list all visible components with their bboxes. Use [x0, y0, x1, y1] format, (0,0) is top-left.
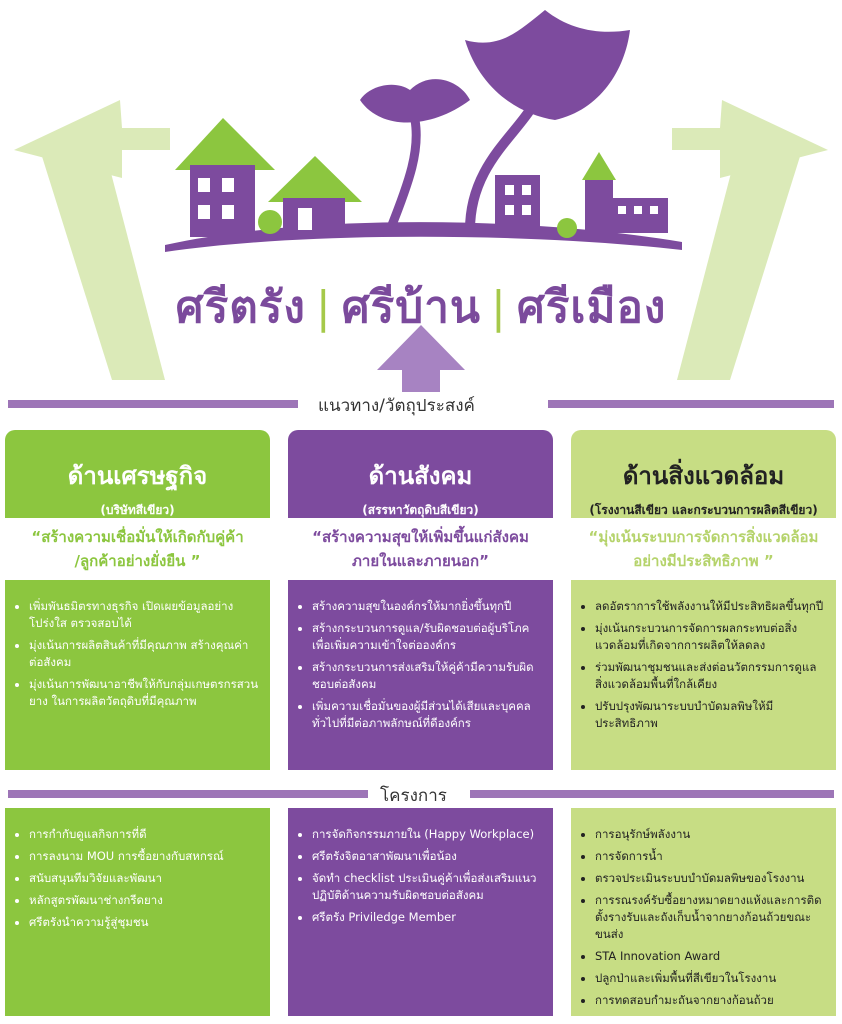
list-item: • สร้างกระบวนการส่งเสริมให้คู่ค้ามีความรับผิดชอบต่อสังคม — [312, 659, 543, 693]
list-item: • ปรับปรุงพัฒนาระบบบำบัดมลพิษให้มีประสิทธิภาพ — [595, 698, 826, 732]
list-item: • เพิ่มพันธมิตรทางธุรกิจ เปิดเผยข้อมูลอย่างโปร่งใส ตรวจสอบได้ — [29, 598, 260, 632]
social-quote — [288, 525, 553, 573]
title-part-2: ศรีบ้าน — [341, 282, 482, 333]
economic-objectives — [5, 580, 270, 770]
title-part-3: ศรีเมือง — [516, 282, 667, 333]
environment-objectives — [571, 580, 836, 770]
list-item: • สนับสนุนทีมวิจัยและพัฒนา — [29, 870, 260, 887]
environment-quote-line-2: อย่างมีประสิทธิภาพ ” — [633, 552, 774, 570]
social-title: ด้านสังคม — [368, 462, 473, 490]
list-item: • ปลูกป่าและเพิ่มพื้นที่สีเขียวในโรงงาน — [595, 970, 826, 987]
list-item: • ตรวจประเมินระบบบำบัดมลพิษของโรงงาน — [595, 870, 826, 887]
projects-bar-right — [470, 790, 834, 798]
list-item: • สร้างกระบวนการดูแล/รับผิดชอบต่อผู้บริโภคเพื่อเพิ่มความเข้าใจต่อองค์กร — [312, 620, 543, 654]
environment-projects — [571, 808, 836, 1016]
list-item: • การอนุรักษ์พลังงาน — [595, 826, 826, 843]
objectives-label: แนวทาง/วัตถุประสงค์ — [312, 392, 481, 419]
list-item: • เพิ่มความเชื่อมั่นของผู้มีส่วนได้เสียและบุคคลทั่วไปที่มีต่อภาพลักษณ์ที่ดีองค์กร — [312, 698, 543, 732]
objectives-bar-left — [8, 400, 298, 408]
social-objectives — [288, 580, 553, 770]
list-item: • การกำกับดูแลกิจการที่ดี — [29, 826, 260, 843]
environment-title: ด้านสิ่งแวดล้อม — [622, 462, 785, 490]
economic-quote — [5, 525, 270, 573]
title-part-1: ศรีตรัง — [175, 282, 306, 333]
list-item: • STA Innovation Award — [595, 948, 826, 965]
economic-subtitle: (บริษัทสีเขียว) — [100, 503, 175, 517]
economic-quote-line-1: “สร้างความเชื่อมั่นให้เกิดกับคู่ค้า — [31, 528, 244, 546]
title-separator-1: | — [315, 282, 332, 333]
title-separator-2: | — [491, 282, 507, 333]
environment-quote — [571, 525, 836, 573]
list-item: • ลดอัตราการใช้พลังงานให้มีประสิทธิผลขึ้นทุกปี — [595, 598, 826, 615]
list-item: • ศรีตรังจิตอาสาพัฒนาเพื่อน้อง — [312, 848, 543, 865]
main-title — [0, 272, 842, 342]
list-item: • มุ่งเน้นกระบวนการจัดการผลกระทบต่อสิ่งแวดล้อมที่เกิดจากการผลิตให้ลดลง — [595, 620, 826, 654]
list-item: • ศรีตรัง Priviledge Member — [312, 909, 543, 926]
economic-projects — [5, 808, 270, 1016]
houses-illustration — [175, 118, 668, 238]
social-subtitle: (สรรหาวัตถุดิบสีเขียว) — [362, 503, 479, 517]
economic-title: ด้านเศรษฐกิจ — [67, 462, 208, 490]
list-item: • ศรีตรังนำความรู้สู่ชุมชน — [29, 914, 260, 931]
list-item: • มุ่งเน้นการผลิตสินค้าที่มีคุณภาพ สร้างคุณค่าต่อสังคม — [29, 637, 260, 671]
list-item: • การจัดกิจกรรมภายใน (Happy Workplace) — [312, 826, 543, 843]
social-quote-line-1: “สร้างความสุขให้เพิ่มขึ้นแก่สังคม — [312, 528, 529, 546]
environment-subtitle: (โรงงานสีเขียว และกระบวนการผลิตสีเขียว) — [589, 503, 818, 517]
environment-quote-line-1: “มุ่งเน้นระบบการจัดการสิ่งแวดล้อม — [588, 528, 819, 546]
projects-bar-left — [8, 790, 368, 798]
list-item: • การลงนาม MOU การซื้อยางกับสหกรณ์ — [29, 848, 260, 865]
social-projects — [288, 808, 553, 1016]
list-item: • การทดสอบกำมะถันจากยางก้อนถ้วย — [595, 992, 826, 1009]
list-item: • การรณรงค์รับซื้อยางหมาดยางแห้งและการติดตั้งรางรับและถังเก็บน้ำจากยางก้อนถ้วยขณะขนส่ง — [595, 892, 826, 943]
list-item: • มุ่งเน้นการพัฒนาอาชีพให้กับกลุ่มเกษตรกรสวนยาง ในการผลิตวัตถุดิบที่มีคุณภาพ — [29, 676, 260, 710]
projects-label: โครงการ — [374, 782, 453, 809]
objectives-bar-right — [548, 400, 834, 408]
social-quote-line-2: ภายในและภายนอก” — [352, 552, 489, 570]
list-item: • สร้างความสุขในองค์กรให้มากยิ่งขึ้นทุกปี — [312, 598, 543, 615]
economic-quote-line-2: /ลูกค้าอย่างยั่งยืน ” — [74, 552, 201, 570]
list-item: • การจัดการน้ำ — [595, 848, 826, 865]
list-item: • หลักสูตรพัฒนาช่างกรีดยาง — [29, 892, 260, 909]
list-item: • ร่วมพัฒนาชุมชนและส่งต่อนวัตกรรมการดูแลสิ่งแวดล้อมพื้นที่ใกล้เคียง — [595, 659, 826, 693]
list-item: • จัดทำ checklist ประเมินคู่ค้าเพื่อส่งเสริมแนวปฏิบัติด้านความรับผิดชอบต่อสังคม — [312, 870, 543, 904]
